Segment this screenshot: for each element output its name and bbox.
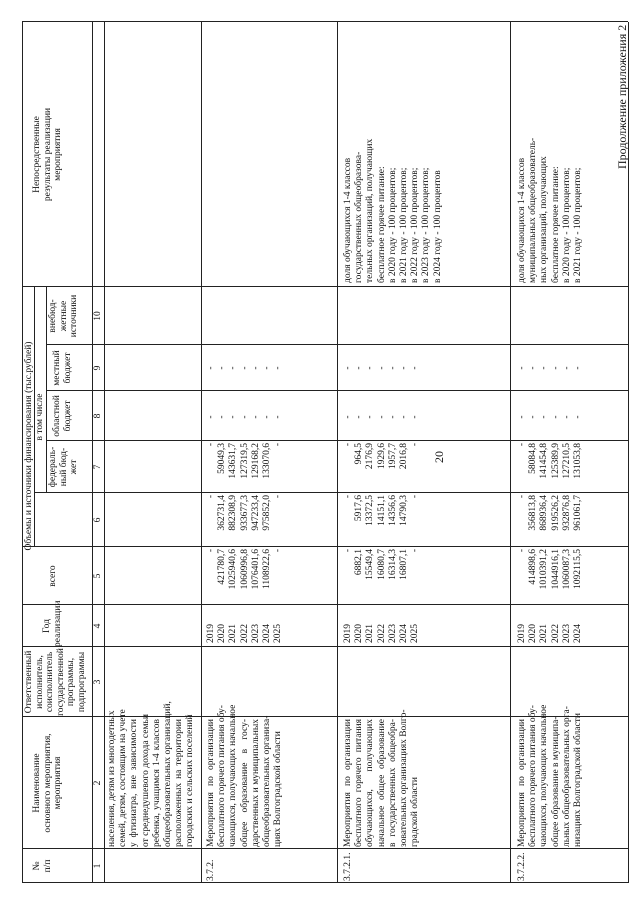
row2-extra-line: - — [343, 366, 353, 370]
header-extrabudget-line: жетные — [58, 300, 69, 332]
row3-results-line: муниципальных общеобразователь- — [528, 137, 539, 283]
header-local-line: бюджет — [62, 352, 73, 384]
row2-regional-line: 2016,8 — [399, 443, 410, 470]
row2-regional-line: - — [343, 443, 353, 447]
row1-regional — [206, 443, 284, 493]
row1-extra-line: - — [273, 366, 284, 370]
row2-local-line: - — [354, 415, 365, 419]
row3-years-line: 2021 — [539, 624, 550, 643]
row1-total-line: 1108922,6 — [262, 549, 273, 590]
row3-federal-line: 932876,8 — [561, 495, 572, 531]
row3-name — [517, 704, 584, 847]
row1-local-line: - — [262, 415, 273, 419]
header-year-line: Год — [42, 619, 52, 633]
row2-federal-line: - — [343, 495, 353, 499]
row3-years — [517, 607, 584, 643]
row3-total-line: 1060087,3 — [561, 549, 572, 590]
header-federal-line: федераль- — [48, 446, 58, 488]
row3-total-line: - — [517, 549, 527, 553]
row1-bottom-line — [337, 22, 338, 883]
row1-extra-line: - — [228, 366, 239, 370]
row1-total-line: 421780,7 — [217, 549, 228, 585]
row2-total-line: - — [410, 549, 421, 553]
header-results-line: результаты реализации — [42, 107, 53, 202]
header-federal-line: жет — [69, 459, 79, 475]
row2-name-line: зовательных организациях Волго- — [399, 709, 410, 847]
row3-total — [517, 549, 584, 605]
row3-extra-line: - — [539, 366, 550, 370]
table-top-line — [22, 22, 23, 883]
row1-years-line: 2022 — [239, 624, 250, 643]
row1-name-line: бесплатного горячего питания обу- — [217, 705, 228, 847]
header-results-line: мероприятия — [53, 128, 63, 181]
column-number-7: 7 — [93, 464, 103, 470]
row0-name-line: городских и сельских поселений — [185, 714, 196, 847]
row3-local-line: - — [539, 415, 550, 419]
header-responsible-line: Ответственный — [24, 650, 34, 714]
row3-regional-line: 141454,8 — [539, 443, 550, 479]
row3-federal-line: 961061,7 — [573, 495, 584, 531]
header-responsible-line: соисполнитель — [45, 651, 55, 713]
row2-results-line: бесплатное горячее питание: — [376, 166, 387, 283]
row3-federal-line: - — [517, 495, 527, 499]
row3-name-line: чающихся, получающих начальное — [539, 704, 550, 847]
row1-number-line: 3.7.2. — [206, 859, 216, 881]
row2-local-line: - — [365, 415, 376, 419]
row3-local-line: - — [573, 415, 584, 419]
row1-federal-line: 933677,3 — [239, 495, 250, 531]
header-extrabudget-line: источники — [69, 294, 79, 338]
row2-local — [343, 393, 421, 441]
row3-total-line: 1044916,1 — [550, 549, 561, 590]
column-line-1 — [22, 848, 628, 849]
column-line-3 — [22, 646, 628, 647]
row2-local-line: - — [387, 415, 398, 419]
row0-name-line: ребенка, учащимся 1-4 классов — [151, 719, 162, 847]
header-local-line: местный — [52, 350, 62, 386]
row3-regional-line: - — [517, 443, 527, 447]
row0-name-line: населения, детям из многодетных — [107, 710, 117, 847]
row3-extra — [517, 345, 584, 391]
row2-total-line: 16314,3 — [387, 549, 398, 580]
column-number-5: 5 — [93, 573, 103, 579]
row1-local-line: - — [217, 415, 228, 419]
column-number-1: 1 — [93, 863, 103, 869]
header-responsible — [24, 647, 87, 717]
row3-name-line: Мероприятия по организации — [517, 719, 527, 847]
row3-regional — [517, 443, 584, 493]
row3-number — [517, 847, 528, 881]
header-responsible-line: государственной — [55, 648, 66, 716]
row2-name-line: Мероприятия по организации — [343, 719, 353, 847]
column-line-0 — [22, 882, 628, 883]
header-name-line: Наименование — [32, 753, 42, 813]
row1-regional-line: 133070,6 — [262, 443, 273, 479]
row2-years-line: 2024 — [399, 624, 410, 643]
row1-local-line: - — [273, 415, 284, 419]
header-incl — [35, 287, 46, 547]
row3-regional-line: 58084,8 — [528, 443, 539, 474]
column-number-3: 3 — [93, 679, 103, 685]
row2-total-line: - — [343, 549, 353, 553]
column-line-10 — [22, 286, 628, 287]
continuation-label: Продолжение приложения 2 — [615, 24, 629, 169]
header-total — [48, 547, 59, 605]
row3-extra-line: - — [550, 366, 561, 370]
row2-number-line: 3.7.2.1. — [343, 852, 353, 881]
row3-years-line: 2024 — [573, 624, 584, 643]
row1-local-line: - — [206, 415, 216, 419]
row1-name-line: общее образование в госу- — [239, 719, 250, 847]
row3-local-line: - — [550, 415, 561, 419]
row2-name-line: начальное общее образование — [376, 719, 387, 847]
row1-years-line: 2020 — [217, 624, 228, 643]
row3-federal-line: 356813,8 — [528, 495, 539, 531]
row0-name — [107, 701, 197, 847]
row3-local-line: - — [517, 415, 527, 419]
row3-federal — [517, 495, 584, 547]
row2-local-line: - — [343, 415, 353, 419]
row0-name-line: у фтизиатра, вне зависимости — [129, 719, 140, 847]
row3-extra-line: - — [573, 366, 584, 370]
row3-local-line: - — [528, 415, 539, 419]
row2-years-line: 2020 — [354, 624, 365, 643]
row2-local-line: - — [376, 415, 387, 419]
row2-extra-line: - — [376, 366, 387, 370]
row1-regional-line: - — [206, 443, 216, 447]
header-year — [42, 600, 63, 647]
row2-total-line: 16807,1 — [399, 549, 410, 580]
row1-years-line: 2024 — [262, 624, 273, 643]
row1-federal-line: 882308,9 — [228, 495, 239, 531]
row1-name-line: дарственных и муниципальных — [250, 719, 261, 847]
row2-federal-line: 14356,6 — [387, 495, 398, 526]
row3-results-line: бесплатное горячее питание: — [550, 166, 561, 283]
row0-bottom-line — [201, 22, 202, 883]
row2-name-line: градской области — [410, 776, 421, 847]
row1-federal-line: 362731,4 — [217, 495, 228, 531]
row2-extra-line: - — [387, 366, 398, 370]
row1-total-line: 1025940,6 — [228, 549, 239, 590]
header-num-line: № — [32, 861, 42, 871]
header-local — [52, 345, 73, 391]
row2-extra-line: - — [365, 366, 376, 370]
row2-total-line: 6882,1 — [354, 549, 365, 576]
header-results — [32, 22, 64, 287]
column-number-6: 6 — [93, 517, 103, 523]
row1-local — [206, 393, 284, 441]
row3-federal-line: 868936,4 — [539, 495, 550, 531]
row1-local-line: - — [250, 415, 261, 419]
row1-local-line: - — [239, 415, 250, 419]
row2-regional-line: - — [410, 443, 421, 447]
header-regional — [52, 391, 73, 441]
row2-years-line: 2019 — [343, 624, 353, 643]
row1-regional-line: 143631,7 — [228, 443, 239, 479]
row1-name-line: Мероприятия по организации — [206, 719, 216, 847]
header-financing — [24, 287, 35, 605]
column-number-10: 10 — [93, 311, 103, 321]
row2-extra-line: - — [354, 366, 365, 370]
page-number: 20 — [432, 451, 446, 463]
row0-name-line: общеобразовательных организаций, — [163, 701, 174, 847]
row2-years-line: 2023 — [387, 624, 398, 643]
header-year-line: реализации — [52, 600, 63, 647]
row1-name-line: циях Волгоградской области — [273, 731, 284, 847]
incl-header-line — [46, 287, 47, 493]
row2-results-line: в 2023 году - 100 процентов; — [421, 167, 432, 283]
row2-years-line: 2025 — [410, 624, 421, 643]
row1-name-line: общеобразовательных организа- — [262, 715, 273, 847]
row1-name-line: чающихся, получающих начальное — [228, 704, 239, 847]
row2-total-line: 16080,7 — [376, 549, 387, 580]
header-name — [32, 717, 64, 849]
row1-regional-line: - — [273, 443, 284, 447]
row1-years-line: 2023 — [250, 624, 261, 643]
row3-regional-line: 131053,8 — [573, 443, 584, 479]
row3-results-line: в 2020 году - 100 процентов; — [561, 167, 572, 283]
row3-results-line: в 2021 году - 100 процентов; — [573, 167, 584, 283]
row3-extra-line: - — [561, 366, 572, 370]
row3-results — [517, 25, 584, 283]
row1-total-line: - — [273, 549, 284, 553]
row2-results — [343, 25, 444, 283]
row2-regional-line: 1957,7 — [387, 443, 398, 470]
column-number-4: 4 — [93, 623, 103, 629]
row2-years — [343, 607, 421, 643]
row2-federal-line: 13372,5 — [365, 495, 376, 526]
row2-name-line: в государственных общеобра- — [387, 719, 398, 847]
header-num — [32, 849, 53, 883]
row2-total — [343, 549, 421, 605]
row1-years — [206, 607, 284, 643]
header-regional-line: бюджет — [62, 400, 73, 432]
header-extrabudget-line: внебюд- — [48, 299, 58, 333]
column-line-11 — [22, 21, 628, 22]
header-financing-line: Объемы и источники финансирования (тыс.рублей) — [24, 341, 34, 551]
row2-bottom-line — [510, 22, 511, 883]
column-number-9: 9 — [93, 365, 103, 371]
row3-years-line: 2019 — [517, 624, 527, 643]
row3-federal-line: 919526,2 — [550, 495, 561, 531]
row2-local-line: - — [399, 415, 410, 419]
row1-total-line: - — [206, 549, 216, 553]
row3-years-line: 2022 — [550, 624, 561, 643]
header-results-line: Непосредственные — [32, 116, 42, 193]
row2-results-line: государственных общеобразова- — [354, 151, 365, 283]
row1-federal-line: - — [206, 495, 216, 499]
row3-results-line: ных организаций, получающих — [539, 156, 550, 283]
row2-extra — [343, 345, 421, 391]
row1-federal — [206, 495, 284, 547]
row2-regional-line: 2176,9 — [365, 443, 376, 470]
row1-extra-line: - — [217, 366, 228, 370]
row1-number — [206, 847, 217, 881]
row1-total-line: 1060996,8 — [239, 549, 250, 590]
row2-federal-line: 5917,6 — [354, 495, 365, 522]
row1-extra — [206, 345, 284, 391]
row1-total — [206, 549, 284, 605]
row3-years-line: 2020 — [528, 624, 539, 643]
row1-regional-line: 59049,3 — [217, 443, 228, 474]
row2-federal-line: 14790,3 — [399, 495, 410, 526]
row2-extra-line: - — [410, 366, 421, 370]
row2-federal — [343, 495, 421, 547]
row3-total-line: 1010391,2 — [539, 549, 550, 590]
row1-name — [206, 704, 284, 847]
row2-results-line: доля обучающихся 1-4 классов — [343, 157, 353, 283]
row1-federal-line: 947233,4 — [250, 495, 261, 531]
row3-total-line: 1092115,5 — [573, 549, 584, 590]
table-bottom-line — [628, 22, 629, 883]
row2-regional-line: 1929,6 — [376, 443, 387, 470]
row2-results-line: в 2020 году - 100 процентов; — [387, 167, 398, 283]
row3-regional-line: 127210,5 — [561, 443, 572, 479]
row2-results-line: в 2024 году - 100 процентов — [432, 170, 443, 283]
row2-results-line: в 2022 году - 100 процентов; — [410, 167, 421, 283]
row1-federal-line: - — [273, 495, 284, 499]
header-total-line: всего — [48, 565, 58, 587]
row1-federal-line: 975852,0 — [262, 495, 273, 531]
header-responsible-line: программы, — [66, 657, 76, 707]
row2-results-line: в 2021 году - 100 процентов; — [399, 167, 410, 283]
row3-years-line: 2023 — [561, 624, 572, 643]
column-number-2: 2 — [93, 780, 103, 786]
row2-extra-line: - — [399, 366, 410, 370]
header-num-line: п/п — [42, 859, 53, 873]
row3-results-line: доля обучающихся 1-4 классов — [517, 157, 527, 283]
row1-regional-line: 129168,2 — [250, 443, 261, 479]
row1-years-line: 2025 — [273, 624, 284, 643]
header-name-line: мероприятия — [53, 756, 63, 810]
row0-name-line: семей, детям, состоящим на учете — [118, 709, 129, 847]
row2-regional-line: 964,5 — [354, 443, 365, 465]
row0-name-line: расположенных на территории — [174, 719, 185, 847]
row2-name-line: обучающихся, получающих — [365, 719, 376, 847]
row0-name-line: от среднедушевого дохода семьи — [140, 714, 151, 847]
row3-name-line: низациях Волгоградской области — [573, 713, 584, 847]
row3-extra-line: - — [517, 366, 527, 370]
row1-years-line: 2019 — [206, 624, 216, 643]
row3-number-line: 3.7.2.2. — [517, 852, 527, 881]
header-incl-line: в том числе — [35, 393, 45, 441]
row1-extra-line: - — [239, 366, 250, 370]
row2-years-line: 2021 — [365, 624, 376, 643]
header-responsible-line: исполнитель, — [34, 655, 45, 709]
header-regional-line: областной — [52, 395, 62, 437]
row3-local — [517, 393, 584, 441]
row3-name-line: льных общеобразовательных орга- — [561, 706, 572, 847]
row1-extra-line: - — [250, 366, 261, 370]
row2-total-line: 15549,4 — [365, 549, 376, 580]
row1-total-line: 1076401,6 — [250, 549, 261, 590]
header-name-line: основного мероприятия, — [42, 733, 53, 833]
row3-name-line: бесплатного горячего питания обу- — [528, 705, 539, 847]
row2-name-line: бесплатного горячего питания — [354, 719, 365, 847]
row1-extra-line: - — [262, 366, 273, 370]
row2-regional — [343, 443, 421, 493]
row1-years-line: 2021 — [228, 624, 239, 643]
row3-local-line: - — [561, 415, 572, 419]
row2-name — [343, 709, 421, 847]
row2-years-line: 2022 — [376, 624, 387, 643]
row1-local-line: - — [228, 415, 239, 419]
row3-extra-line: - — [528, 366, 539, 370]
row3-regional-line: 125389,9 — [550, 443, 561, 479]
row3-total-line: 414898,6 — [528, 549, 539, 585]
row1-extra-line: - — [206, 366, 216, 370]
row2-federal-line: 14151,1 — [376, 495, 387, 526]
header-federal-line: ный бюд- — [58, 447, 69, 487]
row1-regional-line: 127319,5 — [239, 443, 250, 479]
header-responsible-line: подпрограммы — [76, 651, 87, 713]
row2-local-line: - — [410, 415, 421, 419]
header-extrabudget — [48, 287, 80, 345]
colnum-bottom-line — [104, 22, 105, 883]
row2-number — [343, 847, 354, 881]
column-number-8: 8 — [93, 413, 103, 419]
row2-federal-line: - — [410, 495, 421, 499]
header-federal — [48, 441, 80, 493]
row3-name-line: общее образование в муниципа- — [550, 716, 561, 847]
row2-results-line: тельных организаций, получающих — [365, 138, 376, 283]
